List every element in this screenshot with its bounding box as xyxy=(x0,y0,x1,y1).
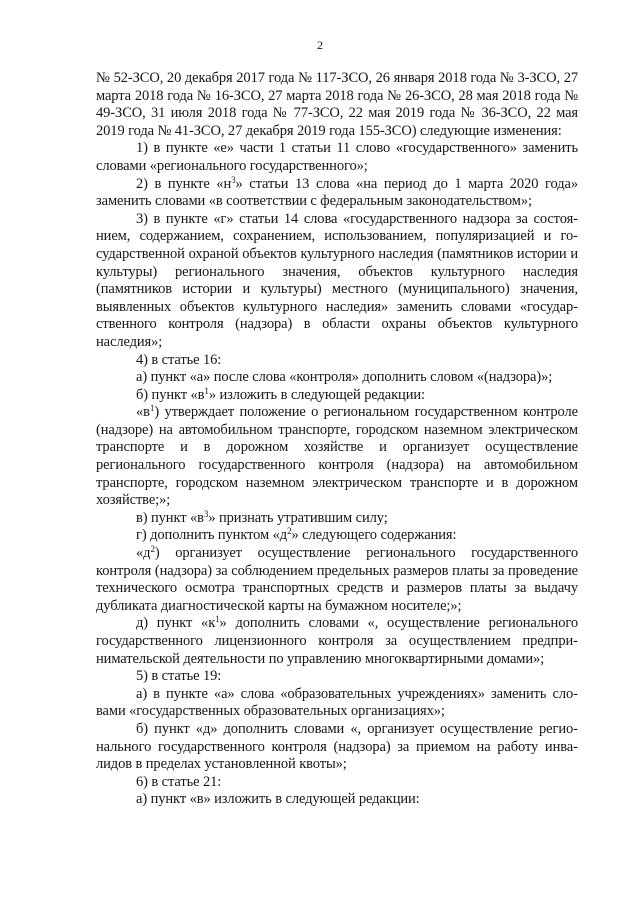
paragraph xyxy=(96,369,578,387)
paragraph-text: » статьи 13 слова «на период до 1 марта 2020 года» заменить словами «в соответствии с федеральным законодательством»; xyxy=(96,175,578,210)
paragraph xyxy=(96,176,578,211)
superscript: 3 xyxy=(203,508,209,519)
paragraph-text: » следующего содержания: xyxy=(291,527,457,544)
paragraph xyxy=(96,404,578,510)
paragraph-text: г) дополнить пунктом «д xyxy=(136,527,288,544)
paragraph-text: «в xyxy=(136,404,150,421)
document-body xyxy=(96,70,578,809)
paragraph xyxy=(96,686,578,721)
paragraph xyxy=(96,545,578,615)
paragraph xyxy=(96,510,578,528)
paragraph-text: 4) в статье 16: xyxy=(136,351,222,368)
paragraph xyxy=(96,387,578,405)
page-number: 2 xyxy=(317,38,323,52)
superscript: 1 xyxy=(149,403,155,414)
paragraph-text: ) утверждает положение о региональном государственном контроле (надзоре) на автомобильном транспорте, городском наземном электрическом транспорте и в дорожном хозяйстве и организует осуществление регионального государственного контроля (надзора) на автомобильном транспорте, городском наземном электрическом транспорте и в дорожном хозяйстве;»; xyxy=(96,404,578,509)
paragraph xyxy=(96,615,578,668)
paragraph xyxy=(96,352,578,370)
paragraph-text: № 52-ЗСО, 20 декабря 2017 года № 117-ЗСО, 26 января 2018 года № 3-ЗСО, 27 марта 2018 года № 16-ЗСО, 27 марта 2018 года № 26-ЗСО, 28 мая 2018 года № 49-ЗСО, 31 июля 2018 года № 77-ЗСО, 22 мая 2019 года № 36-ЗСО, 22 мая 2019 года № 41-ЗСО, 27 декабря 2019 года 155-ЗСО) следующие изменения: xyxy=(96,70,578,139)
paragraph xyxy=(96,211,578,352)
paragraph xyxy=(96,668,578,686)
paragraph-text: а) в пункте «а» слова «образовательных учреждениях» заменить словами «государственных образовательных организациях»; xyxy=(96,685,578,720)
paragraph-text: ) организует осуществление регионального государственного контроля (надзора) за соблюдением предельных размеров платы за проведение технического осмотра транспортных средств и размеров платы за выдачу дубликата диагностической карты на бумажном носителе;»; xyxy=(96,545,578,614)
paragraph-text: » дополнить словами «, осуществление регионального государственного лицензионного контроля за осуществлением предпринимательской деятельности по управлению многоквартирными домами»; xyxy=(96,615,578,667)
paragraph-text: д) пункт «к xyxy=(136,615,216,632)
paragraph xyxy=(96,140,578,175)
paragraph-text: 1) в пункте «е» части 1 статьи 11 слово «государственного» заменить словами «регионального государственного»; xyxy=(96,140,578,174)
paragraph-text: 5) в статье 19: xyxy=(136,668,222,685)
paragraph-text: 3) в пункте «г» статьи 14 слова «государственного надзора за состоянием, содержанием, сохранением, использованием, популяризацией и государственной охраной объектов культурного наследия (памятников истории и культуры) регионального значения, объектов культурного наследия (памятников истории и культуры) местного (муниципального) значения, выявленных объектов культурного наследия» заменить словами «государственного контроля (надзора) в области охраны объектов культурного наследия»; xyxy=(96,210,578,350)
paragraph-text: б) пункт «д» дополнить словами «, организует осуществление регионального государственного контроля (надзора) за приемом на работу инвалидов в пределах установленной квоты»; xyxy=(96,720,578,773)
paragraph-text: 6) в статье 21: xyxy=(136,773,222,790)
paragraph xyxy=(96,70,578,140)
superscript: 2 xyxy=(287,526,292,537)
superscript: 2 xyxy=(150,544,155,555)
paragraph-text: б) пункт «в xyxy=(136,386,205,403)
paragraph-text: » признать утратившим силу; xyxy=(208,509,388,526)
superscript: 1 xyxy=(215,614,220,625)
paragraph-text: «д xyxy=(136,545,151,562)
paragraph xyxy=(96,791,578,809)
paragraph xyxy=(96,527,578,545)
paragraph-text: а) пункт «а» после слова «контроля» дополнить словом «(надзора)»; xyxy=(136,369,553,386)
superscript: 3 xyxy=(231,174,236,185)
paragraph xyxy=(96,774,578,792)
paragraph-text: 2) в пункте «н xyxy=(136,175,232,192)
paragraph-text: в) пункт «в xyxy=(136,509,204,526)
paragraph xyxy=(96,721,578,774)
paragraph-text: » изложить в следующей редакции: xyxy=(208,386,425,403)
paragraph-text: а) пункт «в» изложить в следующей редакции: xyxy=(136,791,420,808)
superscript: 1 xyxy=(204,385,209,396)
